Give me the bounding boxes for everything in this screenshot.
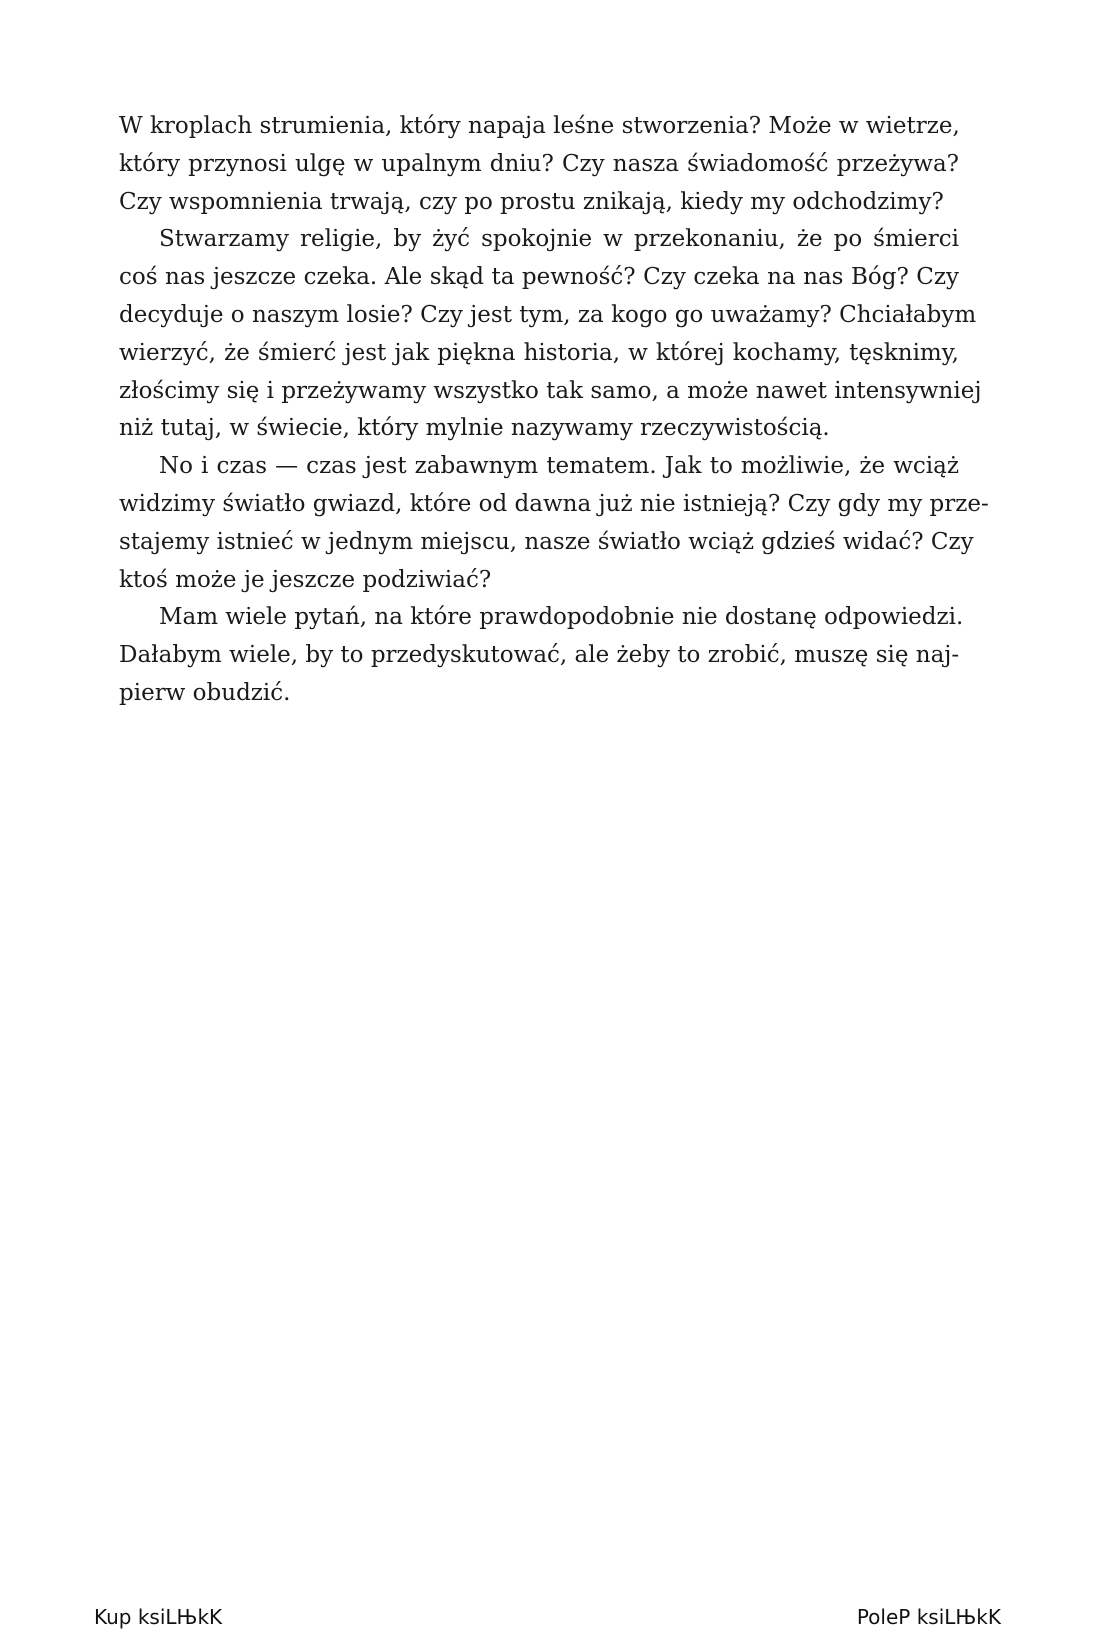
text-line: Czy wspomnienia trwają, czy po prostu znikają, kiedy my odchodzimy?	[119, 188, 944, 215]
text-line: Dałabym wiele, by to przedyskutować, ale żeby to zrobić, muszę się naj-	[119, 642, 960, 669]
text-line: coś nas jeszcze czeka. Ale skąd ta pewność? Czy czeka na nas Bóg? Czy	[119, 264, 959, 291]
text-line: W kroplach strumienia, który napaja leśne stworzenia? Może w wietrze,	[119, 113, 960, 139]
text-line: No i czas — czas jest zabawnym tematem. Jak to możliwie, że wciąż	[159, 453, 959, 480]
text-line: stajemy istnieć w jednym miejscu, nasze światło wciąż gdzieś widać? Czy	[119, 528, 974, 555]
body-text	[119, 108, 989, 713]
text-line: Mam wiele pytań, na które prawdopodobnie nie dostanę odpowiedzi.	[159, 604, 964, 631]
text-line: niż tutaj, w świecie, który mylnie nazywamy rzeczywistością.	[119, 415, 830, 442]
text-line: pierw obudzić.	[119, 679, 291, 706]
text-line: decyduje o naszym losie? Czy jest tym, za kogo go uważamy? Chciałabym	[119, 301, 977, 328]
text-line: ktoś może je jeszcze podziwiać?	[119, 566, 492, 593]
text-line: widzimy światło gwiazd, które od dawna już nie istnieją? Czy gdy my prze-	[119, 490, 989, 517]
recommend-book-link[interactable]: PoleP ksiLЊkK	[856, 1605, 1001, 1629]
text-line: wierzyć, że śmierć jest jak piękna historia, w której kochamy, tęsknimy,	[119, 339, 959, 366]
buy-book-link[interactable]: Kup ksiLЊkK	[94, 1605, 223, 1629]
text-line: który przynosi ulgę w upalnym dniu? Czy nasza świadomość przeżywa?	[119, 150, 959, 177]
text-line: Stwarzamy religie, by żyć spokojnie w przekonaniu, że po śmierci	[159, 226, 959, 253]
text-line: złościmy się i przeżywamy wszystko tak samo, a może nawet intensywniej	[119, 377, 982, 404]
